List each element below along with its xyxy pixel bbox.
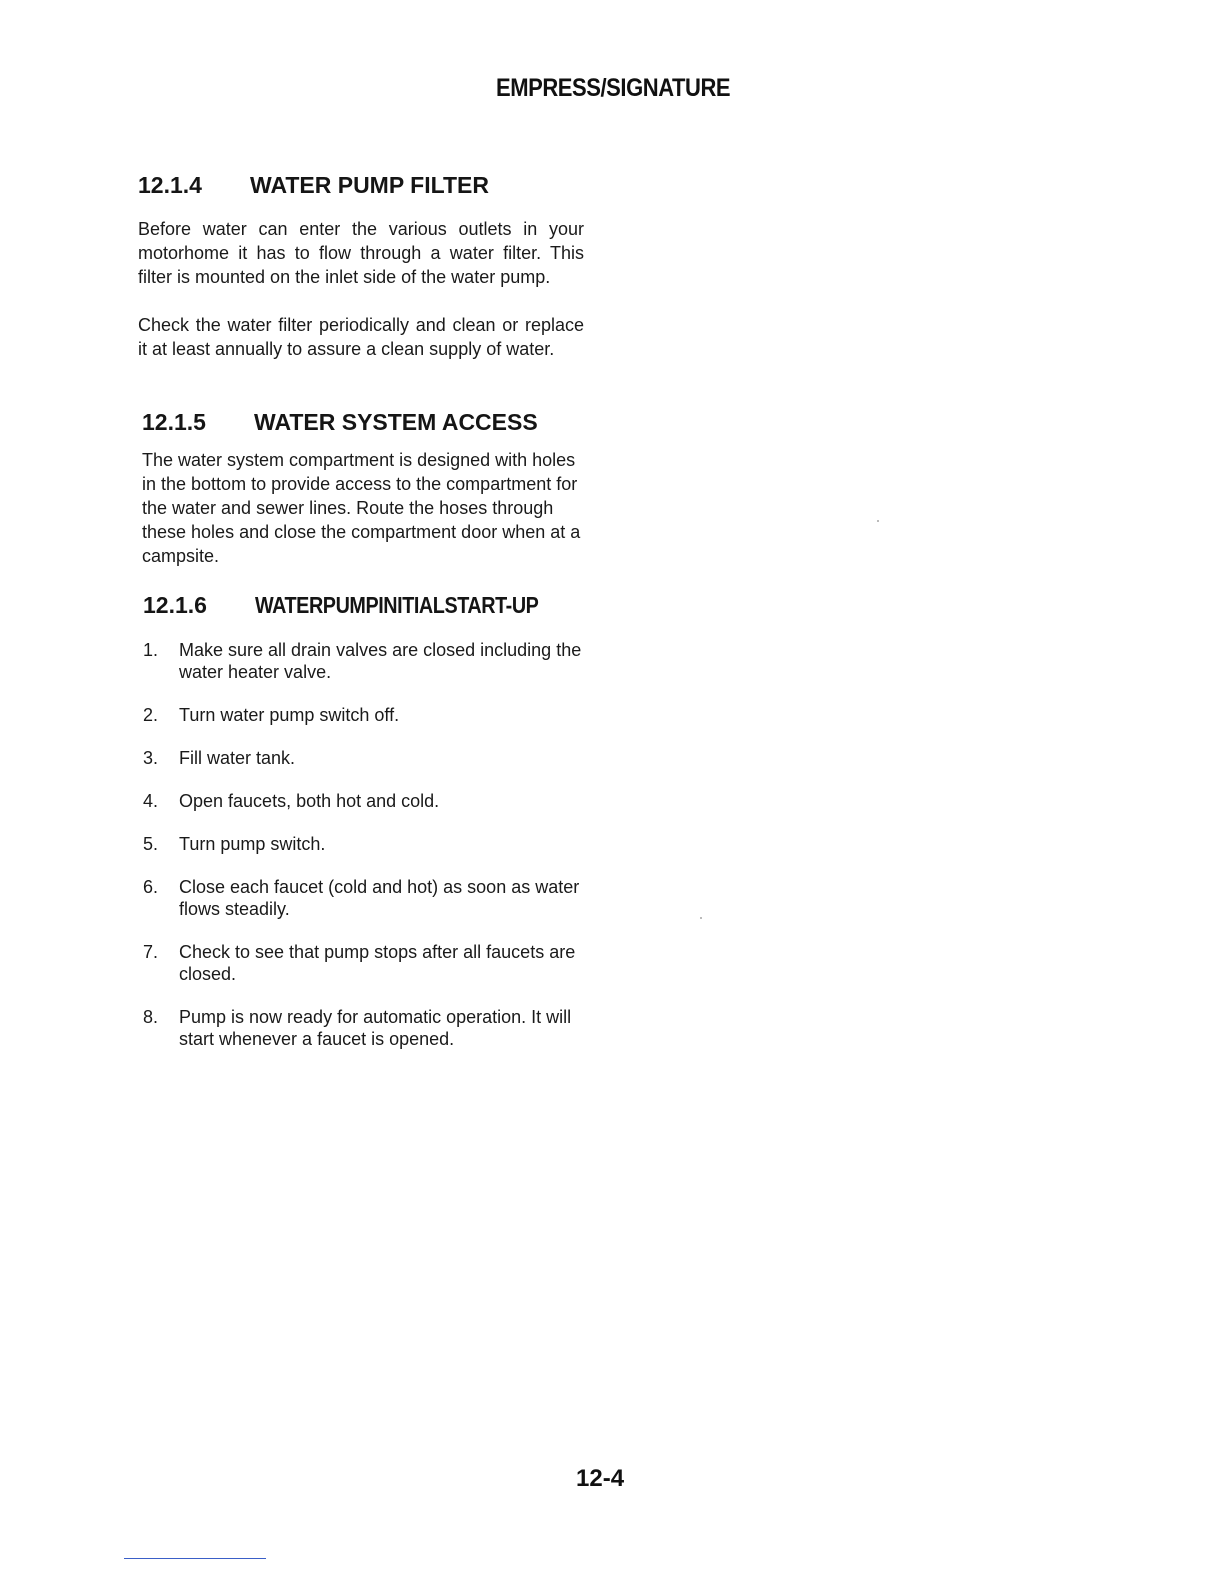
section-number: 12.1.5: [142, 409, 206, 435]
section-number: 12.1.6: [143, 592, 207, 618]
page-number: 12-4: [576, 1465, 625, 1492]
step-number: 3.: [143, 748, 159, 768]
list-item: [143, 876, 593, 920]
section-heading: [142, 409, 588, 436]
section-title: WATER SYSTEM ACCESS: [254, 409, 538, 435]
step-number: 1.: [143, 640, 159, 660]
step-text: Fill water tank.: [179, 748, 296, 768]
step-number: 7.: [143, 942, 159, 962]
list-item: [143, 747, 593, 769]
step-text: Pump is now ready for automatic operation. It will start whenever a faucet is opened.: [179, 1007, 572, 1049]
section-title: WATER PUMP FILTER: [250, 172, 489, 198]
list-item: [143, 833, 593, 855]
section-water-system-access: [142, 409, 588, 568]
step-number: 2.: [143, 705, 159, 725]
list-item: [143, 704, 593, 726]
section-title: WATERPUMPINITIALSTART-UP: [255, 592, 539, 618]
step-text: Check to see that pump stops after all faucets are closed.: [179, 942, 576, 984]
footer-rule: [124, 1558, 266, 1559]
step-text: Turn pump switch.: [179, 834, 326, 854]
running-header: EMPRESS/SIGNATURE: [496, 74, 731, 102]
start-up-steps: [143, 639, 593, 1050]
step-number: 8.: [143, 1007, 159, 1027]
section-water-pump-start-up: [143, 592, 593, 1050]
paragraph: The water system compartment is designed with holes in the bottom to provide access to the compartment for the water and sewer lines. Route the hoses through these holes and close the compartment door when at a campsite.: [142, 450, 581, 566]
section-number: 12.1.4: [138, 172, 202, 198]
scan-speck: [700, 917, 702, 919]
list-item: [143, 790, 593, 812]
step-text: Close each faucet (cold and hot) as soon as water flows steadily.: [179, 877, 580, 919]
step-text: Open faucets, both hot and cold.: [179, 791, 440, 811]
list-item: [143, 639, 593, 683]
scan-speck: [877, 520, 879, 522]
paragraph: Check the water filter periodically and clean or replace it at least annually to assure a clean supply of water.: [138, 315, 584, 359]
step-text: Turn water pump switch off.: [179, 705, 400, 725]
step-number: 6.: [143, 877, 159, 897]
list-item: [143, 941, 593, 985]
section-water-pump-filter: [138, 172, 584, 361]
section-heading: [138, 172, 584, 199]
step-text: Make sure all drain valves are closed including the water heater valve.: [179, 640, 582, 682]
list-item: [143, 1006, 593, 1050]
step-number: 5.: [143, 834, 159, 854]
paragraph: Before water can enter the various outlets in your motorhome it has to flow through a water filter. This filter is mounted on the inlet side of the water pump.: [138, 219, 584, 287]
section-heading: [143, 592, 593, 619]
step-number: 4.: [143, 791, 159, 811]
